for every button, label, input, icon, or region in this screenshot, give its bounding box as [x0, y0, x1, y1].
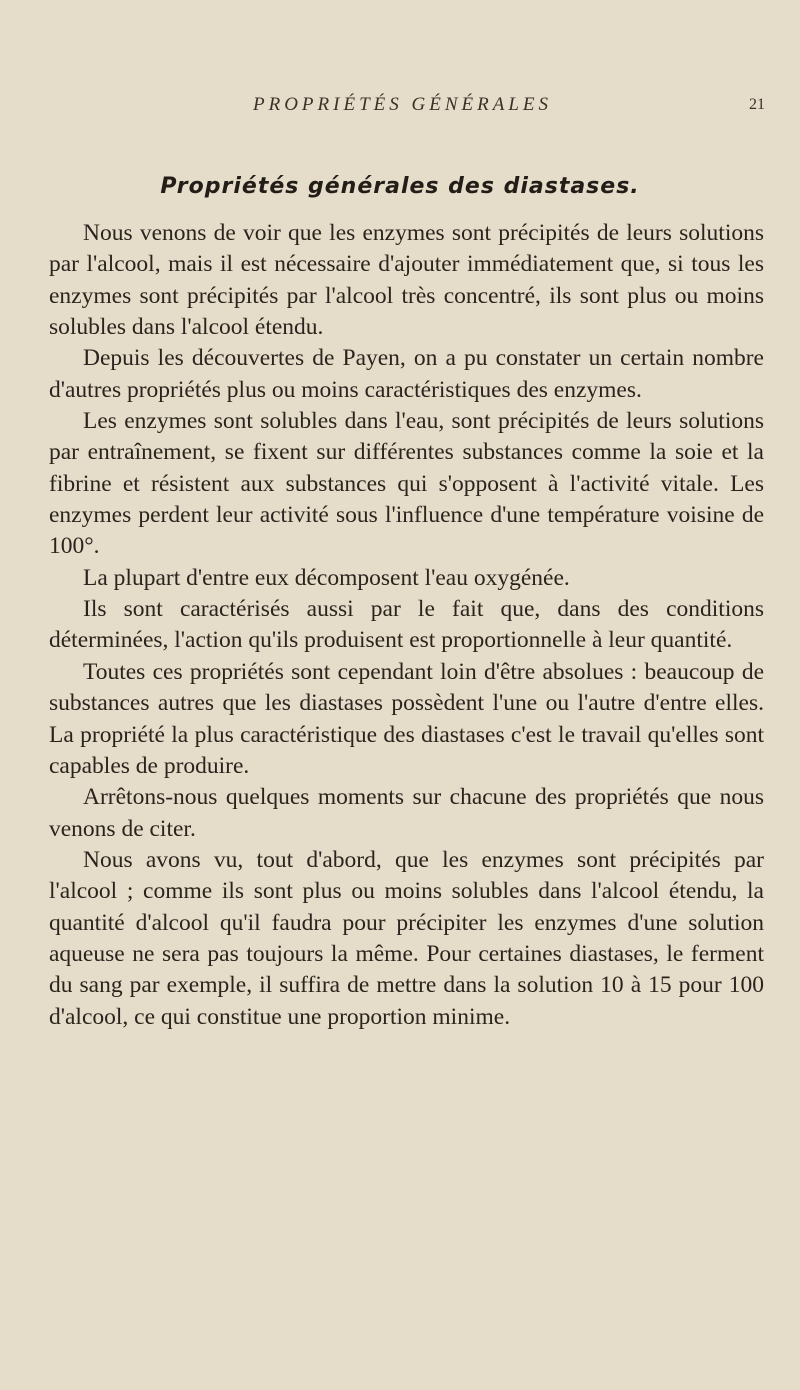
paragraph: Arrêtons-nous quelques moments sur chacune des propriétés que nous venons de citer.: [49, 784, 764, 842]
section-title: Propriétés générales des diastases.: [160, 174, 640, 199]
page-number: 21: [749, 96, 765, 113]
paragraph: Toutes ces propriétés sont cependant loin d'être absolues : beaucoup de substances autres que les diastases possèdent l'une ou l'autre d'entre elles. La propriété la plus caractéristique des diastases c'est le travail qu'elles sont capables de produire.: [49, 658, 764, 779]
paragraph: La plupart d'entre eux décomposent l'eau oxygénée.: [83, 564, 570, 591]
paragraph: Depuis les découvertes de Payen, on a pu constater un certain nombre d'autres propriétés plus ou moins caractéristiques des enzymes.: [49, 345, 764, 403]
running-title: PROPRIÉTÉS GÉNÉRALES: [253, 94, 552, 115]
paragraph: Nous avons vu, tout d'abord, que les enzymes sont précipités par l'alcool ; comme ils sont plus ou moins solubles dans l'alcool étendu, la quantité d'alcool qu'il faudra pour précipiter les enzymes d'une solution aqueuse ne sera pas toujours la même. Pour certaines diastases, le ferment du sang par exemple, il suffira de mettre dans la solution 10 à 15 pour 100 d'alcool, ce qui constitue une proportion minime.: [49, 846, 764, 1030]
paragraph: Les enzymes sont solubles dans l'eau, sont précipités de leurs solutions par entraînement, se fixent sur différentes substances comme la soie et la fibrine et résistent aux substances qui s'opposent à l'activité vitale. Les enzymes perdent leur activité sous l'influence d'une température voisine de 100°.: [49, 408, 764, 560]
paragraph: Ils sont caractérisés aussi par le fait que, dans des conditions déterminées, l'action qu'ils produisent est proportionnelle à leur quantité.: [49, 596, 764, 654]
running-head: [0, 94, 800, 124]
body-text: [49, 218, 764, 1033]
paragraph: Nous venons de voir que les enzymes sont précipités de leurs solutions par l'alcool, mais il est nécessaire d'ajouter immédiatement que, si tous les enzymes sont précipités par l'alcool très concentré, ils sont plus ou moins solubles dans l'alcool étendu.: [49, 220, 764, 341]
